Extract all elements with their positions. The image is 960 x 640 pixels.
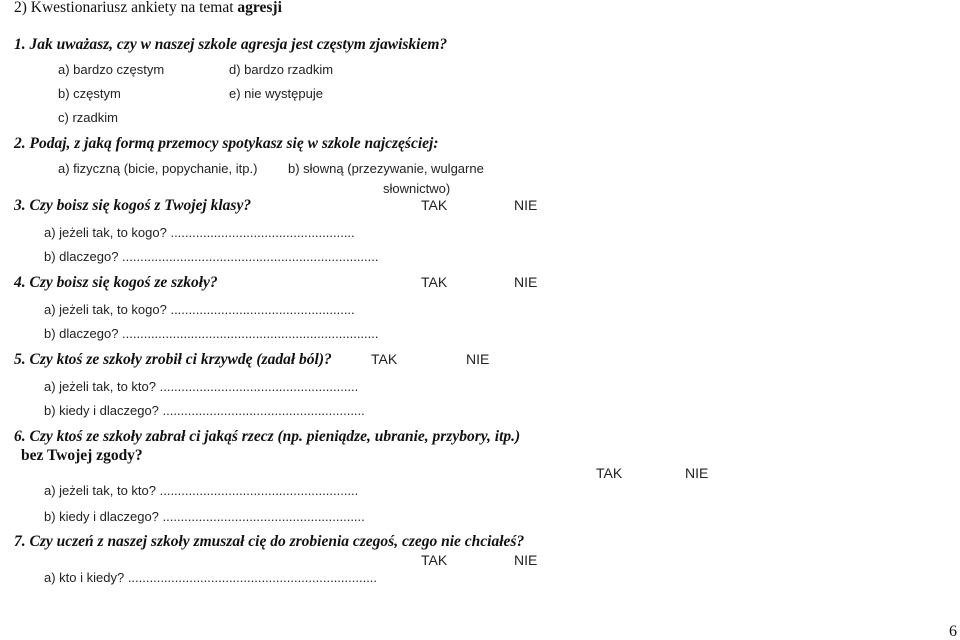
q1-option-e[interactable]: e) nie występuje	[229, 86, 323, 101]
q7-tak-option[interactable]: TAK	[421, 552, 448, 568]
question-1: 1. Jak uważasz, czy w naszej szkole agresja jest częstym zjawiskiem?	[14, 36, 448, 53]
q2-option-b-continued: słownictwo)	[383, 181, 451, 196]
q5-answer-who[interactable]: a) jeżeli tak, to kto? .......................................................	[44, 379, 359, 394]
q3-answer-why[interactable]: b) dlaczego? .......................................................................	[44, 249, 379, 264]
q5-tak-option[interactable]: TAK	[371, 351, 398, 367]
q5-answer-when-why[interactable]: b) kiedy i dlaczego? ........................................................	[44, 403, 365, 418]
q4-answer-why[interactable]: b) dlaczego? .......................................................................	[44, 326, 379, 341]
q2-option-a[interactable]: a) fizyczną (bicie, popychanie, itp.)	[58, 161, 258, 176]
section-title-prefix: 2) Kwestionariusz ankiety na temat	[14, 0, 238, 16]
q1-option-c[interactable]: c) rzadkim	[58, 110, 118, 125]
q1-option-b[interactable]: b) częstym	[58, 86, 121, 101]
q7-answer-who-when[interactable]: a) kto i kiedy? .....................................................................	[44, 570, 378, 585]
q3-tak-option[interactable]: TAK	[421, 197, 448, 213]
question-6: 6. Czy ktoś ze szkoły zabrał ci jakąś rzecz (np. pieniądze, ubranie, przybory, itp.)	[14, 428, 521, 445]
question-3: 3. Czy boisz się kogoś z Twojej klasy?	[14, 197, 252, 214]
q1-option-a[interactable]: a) bardzo częstym	[58, 62, 165, 77]
q6-tak-option[interactable]: TAK	[596, 465, 623, 481]
question-5: 5. Czy ktoś ze szkoły zrobił ci krzywdę (zadał ból)?	[14, 351, 332, 368]
q6-answer-who[interactable]: a) jeżeli tak, to kto? .......................................................	[44, 483, 359, 498]
q4-nie-option[interactable]: NIE	[514, 274, 538, 290]
q6-answer-when-why[interactable]: b) kiedy i dlaczego? ........................................................	[44, 509, 365, 524]
section-title	[14, 0, 282, 16]
question-4: 4. Czy boisz się kogoś ze szkoły?	[14, 274, 218, 291]
page-number: 6	[949, 623, 957, 640]
q6-nie-option[interactable]: NIE	[685, 465, 709, 481]
q2-option-b[interactable]: b) słowną (przezywanie, wulgarne	[288, 161, 484, 176]
question-2: 2. Podaj, z jaką formą przemocy spotykasz się w szkole najczęściej:	[14, 135, 439, 152]
q3-nie-option[interactable]: NIE	[514, 197, 538, 213]
section-title-topic: agresji	[237, 0, 282, 16]
q7-nie-option[interactable]: NIE	[514, 552, 538, 568]
question-7: 7. Czy uczeń z naszej szkoły zmuszał cię do zrobienia czegoś, czego nie chciałeś?	[14, 533, 525, 550]
q4-answer-who[interactable]: a) jeżeli tak, to kogo? ...................................................	[44, 302, 355, 317]
q3-answer-who[interactable]: a) jeżeli tak, to kogo? ...................................................	[44, 225, 355, 240]
q5-nie-option[interactable]: NIE	[466, 351, 490, 367]
q1-option-d[interactable]: d) bardzo rzadkim	[229, 62, 334, 77]
question-6-continued: bez Twojej zgody?	[21, 447, 143, 464]
q4-tak-option[interactable]: TAK	[421, 274, 448, 290]
